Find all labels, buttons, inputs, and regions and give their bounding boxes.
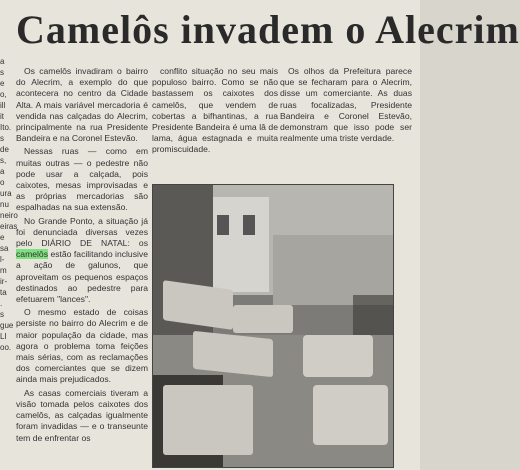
fragment-line: ir- (0, 277, 8, 286)
text-run: No Grande Ponto, a situação já foi denunciada diversas vezes pelo DIÁRIO DE NATAL: os (16, 215, 148, 249)
fragment-line: ta (0, 288, 7, 297)
fragment-line: ill (0, 101, 6, 110)
photo-window (243, 215, 255, 235)
fragment-line: a (0, 167, 5, 176)
fragment-line: e (0, 79, 5, 88)
fragment-line: oo. (0, 343, 12, 352)
fragment-line: a (0, 57, 5, 66)
fragment-line: ura (0, 189, 12, 198)
adjacent-column-fragment (0, 56, 18, 470)
fragment-line: o (0, 178, 5, 187)
fragment-line: gue (0, 321, 14, 330)
paragraph: conflito situação no seu mais populoso bairro. Como se não bastassem os caixotes dos camelôs, que vendem de cobertas a bifhantinas, a rua Presidente Bandeira é uma lâ de lama, água estagnada e muita promiscuidade. (152, 66, 278, 155)
photo-window (217, 215, 229, 235)
fragment-line: sa (0, 244, 9, 253)
article-column-1 (16, 66, 148, 446)
fragment-line: nu (0, 200, 9, 209)
fragment-line: o, (0, 90, 7, 99)
text-run: estão facilitando inclusive a ação de galunos, que aproveitam os pequenos espaços destinados ao pedestre para efetuarem "lances". (16, 249, 148, 305)
article-headline: Camelôs invadem o Alecrim (16, 7, 520, 52)
fragment-line: l- (0, 255, 5, 264)
fragment-line: e (0, 233, 5, 242)
photo-car (313, 385, 388, 445)
paragraph: Os camelôs invadiram o bairro do Alecrim, a exemplo do que acontecera no centro da Cidade Alta. A mais variável mercadoria é vendida nas calçadas do Alecrim, principalmente na rua Presidente Bandeira e na Coronel Estevão. (16, 66, 148, 144)
fragment-line: s (0, 310, 4, 319)
paragraph: O mesmo estado de coisas persiste no bairro do Alecrim e de maior população da cidade, mas agora o problema toma feições mais sérias, com as reclamações dos comerciantes que se dizem ainda mais prejudicados. (16, 307, 148, 385)
fragment-line: s de (0, 134, 9, 154)
fragment-line: eiras (0, 222, 18, 231)
paragraph: As casas comerciais tiveram a visão tomada pelos caixotes dos camelôs, as calçadas igualmente foram invadidas — e o transeunte tem de enfrentar os (16, 387, 148, 443)
article-column-3 (280, 66, 412, 146)
photo-stall-canopy (233, 305, 293, 333)
article-column-2 (152, 66, 278, 158)
fragment-line: . (0, 299, 3, 308)
fragment-line: Ito. (0, 123, 12, 132)
fragment-line: s, (0, 156, 7, 165)
paragraph: Nessas ruas — como em muitas outras — o pedestre não pode usar a calçada, pois caixotes, mesas improvisadas e as próprias mercadorias são espalhadas na sua extensão. (16, 146, 148, 213)
fragment-line: it (0, 112, 4, 121)
photo-shadow (353, 295, 393, 335)
highlighted-word: camelôs (16, 249, 48, 260)
fragment-line: LI (0, 332, 7, 341)
photo-building (209, 197, 269, 292)
photo-car (303, 335, 373, 377)
paragraph: Os olhos da Prefeitura parece que se fecharam para o Alecrim, disse um comerciante. As duas ruas focalizadas, Presidente Bandeira e Coronel Estevão, demonstram que isso pode ser realmente uma triste verdade. (280, 66, 412, 144)
fragment-line: neiro (0, 211, 18, 220)
paragraph (16, 216, 148, 306)
photo-stall-canopy (163, 385, 253, 455)
fragment-line: s (0, 68, 4, 77)
fragment-line: m (0, 266, 7, 275)
street-photo (152, 184, 394, 468)
